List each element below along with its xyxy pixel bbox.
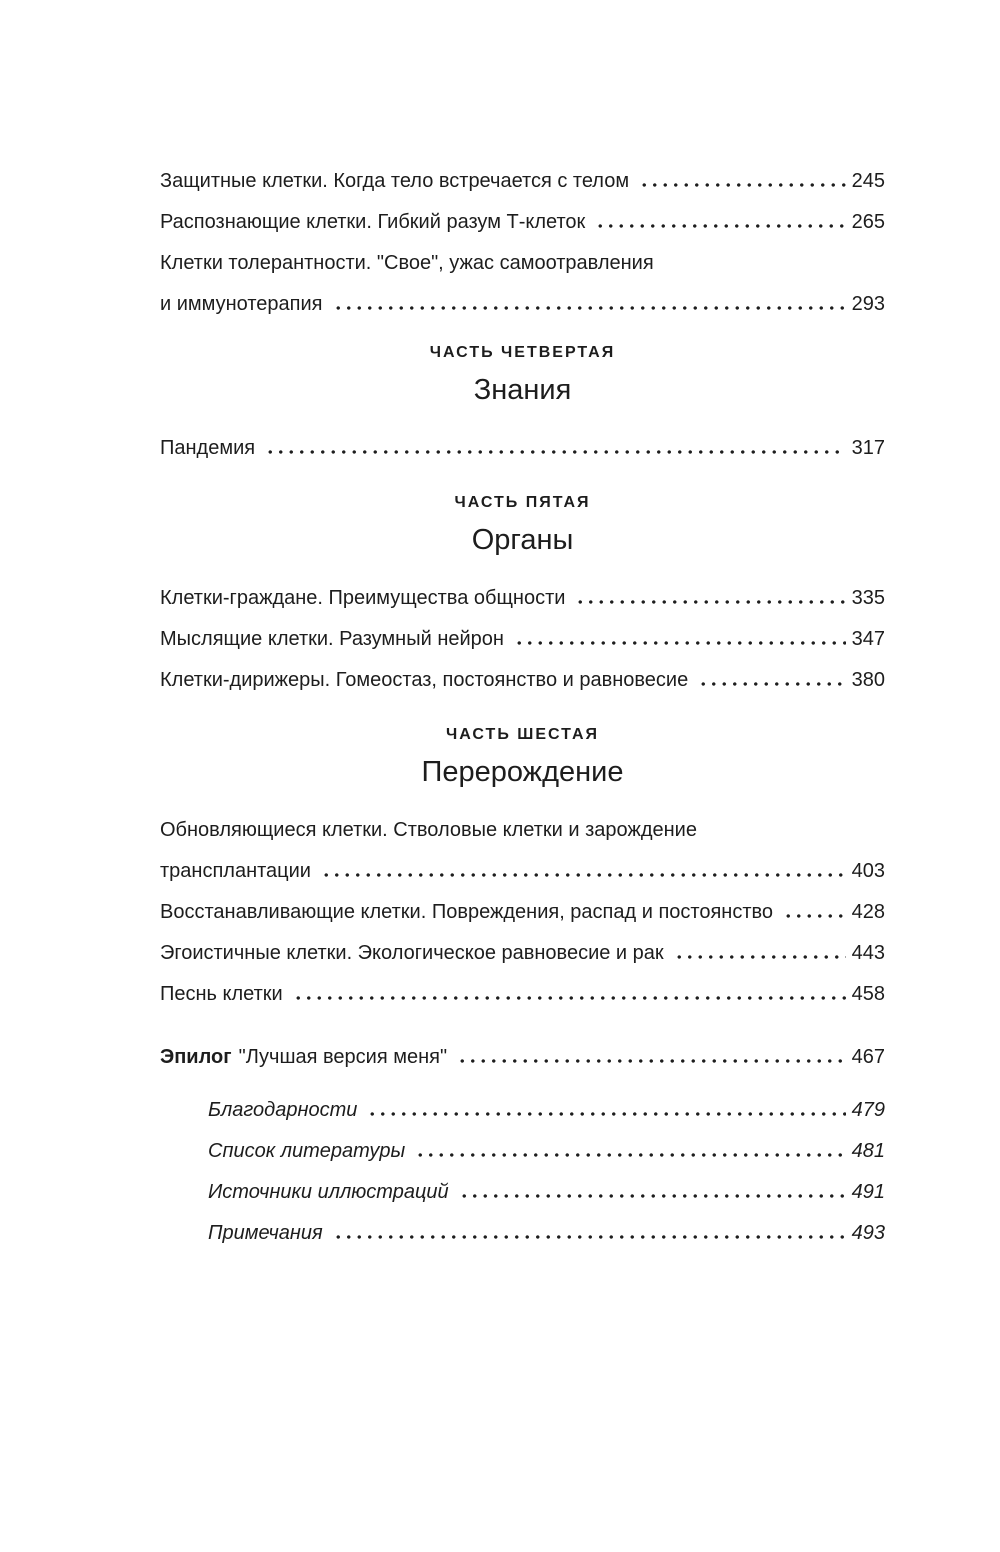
toc-entry xyxy=(160,983,885,1006)
backmatter-section xyxy=(160,1099,885,1245)
toc-entry xyxy=(160,211,885,234)
dot-leader xyxy=(333,306,846,310)
entry-page: 493 xyxy=(851,1222,885,1244)
entry-title: Песнь клетки xyxy=(160,983,283,1005)
dot-leader xyxy=(639,183,846,187)
entry-page: 467 xyxy=(851,1046,885,1068)
entry-title: Распознающие клетки. Гибкий разум Т-клеток xyxy=(160,211,586,233)
entry-title: Примечания xyxy=(208,1222,323,1244)
entry-title: Обновляющиеся клетки. Стволовые клетки и зарождение xyxy=(160,819,697,841)
dot-leader xyxy=(459,1194,846,1198)
entry-title: Благодарности xyxy=(208,1099,358,1121)
entry-page: 403 xyxy=(851,860,885,882)
entry-page: 293 xyxy=(851,293,885,315)
part-label: ЧАСТЬ ПЯТАЯ xyxy=(454,494,591,511)
entry-page: 481 xyxy=(851,1140,885,1162)
entry-page: 380 xyxy=(851,669,885,691)
entry-title: Восстанавливающие клетки. Повреждения, распад и постоянство xyxy=(160,901,774,923)
entry-page: 491 xyxy=(851,1181,885,1203)
dot-leader xyxy=(321,873,846,877)
toc-entry xyxy=(208,1099,885,1122)
dot-leader xyxy=(698,682,845,686)
entry-title: Клетки-граждане. Преимущества общности xyxy=(160,587,566,609)
toc-entry xyxy=(208,1181,885,1204)
toc-entry xyxy=(160,942,885,965)
entry-title: трансплантации xyxy=(160,860,311,882)
epilog-title: "Лучшая версия меня" xyxy=(238,1046,448,1068)
dot-leader xyxy=(674,955,846,959)
toc-entry xyxy=(160,628,885,651)
dot-leader xyxy=(415,1153,845,1157)
entry-title: Клетки-дирижеры. Гомеостаз, постоянство и равновесие xyxy=(160,669,689,691)
entry-page: 428 xyxy=(851,901,885,923)
toc-entry-line1 xyxy=(160,819,885,842)
dot-leader xyxy=(575,600,845,604)
toc-entry-line1 xyxy=(160,252,885,275)
entry-title: Список литературы xyxy=(208,1140,406,1162)
entry-page: 347 xyxy=(851,628,885,650)
entry-page: 335 xyxy=(851,587,885,609)
dot-leader xyxy=(293,996,846,1000)
toc-entry xyxy=(160,587,885,610)
entry-page: 458 xyxy=(851,983,885,1005)
toc-entry xyxy=(160,170,885,193)
entry-title: Клетки толерантности. "Свое", ужас самоотравления xyxy=(160,252,654,274)
part-heading xyxy=(160,726,885,789)
toc-entry-line2 xyxy=(160,860,885,883)
entry-page: 317 xyxy=(851,437,885,459)
part-heading xyxy=(160,344,885,407)
dot-leader xyxy=(595,224,845,228)
entry-title: Мыслящие клетки. Разумный нейрон xyxy=(160,628,504,650)
entry-title: Эгоистичные клетки. Экологическое равновесие и рак xyxy=(160,942,664,964)
part-label: ЧАСТЬ ШЕСТАЯ xyxy=(446,726,599,743)
part-title: Органы xyxy=(471,524,574,556)
part-label: ЧАСТЬ ЧЕТВЕРТАЯ xyxy=(429,344,616,361)
entry-title: Пандемия xyxy=(160,437,256,459)
entry-page: 245 xyxy=(851,170,885,192)
entry-title xyxy=(160,1046,447,1069)
dot-leader xyxy=(514,641,846,645)
entry-page: 479 xyxy=(851,1099,885,1121)
entry-title: Источники иллюстраций xyxy=(208,1181,449,1203)
toc-entry xyxy=(160,901,885,924)
toc-entry xyxy=(208,1222,885,1245)
dot-leader xyxy=(783,914,846,918)
entry-page: 265 xyxy=(851,211,885,233)
toc-entry xyxy=(160,437,885,460)
entry-title: Защитные клетки. Когда тело встречается с телом xyxy=(160,170,630,192)
toc-entry xyxy=(208,1140,885,1163)
toc-entry xyxy=(160,669,885,692)
dot-leader xyxy=(457,1059,846,1063)
part-title: Перерождение xyxy=(421,756,624,788)
part-title: Знания xyxy=(473,374,572,406)
epilog-label: Эпилог xyxy=(160,1046,232,1068)
entry-title: и иммунотерапия xyxy=(160,293,323,315)
toc-entry-line2 xyxy=(160,293,885,316)
dot-leader xyxy=(265,450,846,454)
dot-leader xyxy=(367,1112,845,1116)
entry-page: 443 xyxy=(851,942,885,964)
toc-entry-epilog xyxy=(160,1046,885,1069)
part-heading xyxy=(160,494,885,557)
dot-leader xyxy=(333,1235,846,1239)
